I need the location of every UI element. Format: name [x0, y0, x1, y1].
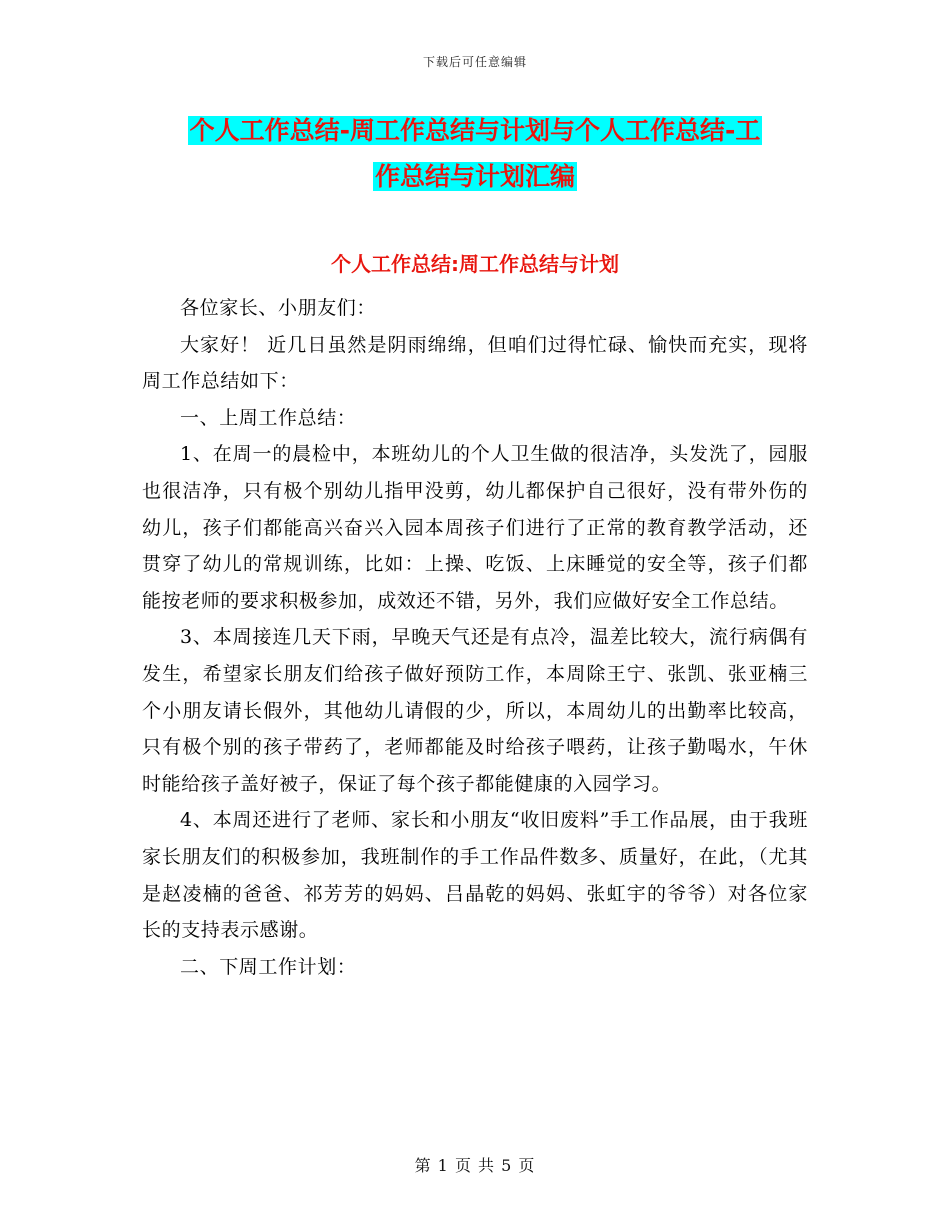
document-title-line-1-text: 个人工作总结-周工作总结与计划与个人工作总结-工	[189, 116, 761, 145]
paragraph-heading-last-week: 一、上周工作总结：	[180, 406, 357, 429]
paragraph-item-4: 4、本周还进行了老师、家长和小朋友“收旧废料”手工作品展，由于我班家长朋友们的积极参加，我班制作的手工作品件数多、质量好，在此，（尤其是赵凌楠的爸爸、祁芳芳的妈妈、吕晶乾的妈妈、张虹宇的爷爷）对各位家长的支持表示感谢。	[142, 809, 808, 942]
header-note: 下载后可任意编辑	[422, 55, 527, 69]
document-body	[142, 290, 808, 985]
paragraph-greeting: 各位家长、小朋友们：	[180, 297, 377, 319]
document-title-line-2	[0, 154, 950, 200]
paragraph-item-3: 3、本周接连几天下雨，早晚天气还是有点冷，温差比较大，流行病偶有发生，希望家长朋友们给孩子做好预防工作，本周除王宁、张凯、张亚楠三个小朋友请长假外，其他幼儿请假的少，所以，本周幼儿的出勤率比较高，只有极个别的孩子带药了，老师都能及时给孩子喂药，让孩子勤喝水，午休时能给孩子盖好被子，保证了每个孩子都能健康的入园学习。	[142, 626, 808, 795]
paragraph-item-1: 1、在周一的晨检中，本班幼儿的个人卫生做的很洁净，头发洗了，园服也很洁净，只有极个别幼儿指甲没剪，幼儿都保护自己很好，没有带外伤的幼儿，孩子们都能高兴奋兴入园本周孩子们进行了正常的教育教学活动，还贯穿了幼儿的常规训练，比如：上操、吃饭、上床睡觉的安全等，孩子们都能按老师的要求积极参加，成效还不错，另外，我们应做好安全工作总结。	[142, 443, 808, 612]
document-title-line-1	[0, 108, 950, 154]
document-title-line-2-text: 作总结与计划汇编	[374, 162, 575, 191]
section-heading: 个人工作总结:周工作总结与计划	[331, 252, 619, 276]
document-title	[0, 108, 950, 200]
page-number-footer: 第 1 页 共 5 页	[414, 1156, 536, 1175]
paragraph-intro: 大家好！ 近几日虽然是阴雨绵绵，但咱们过得忙碌、愉快而充实，现将周工作总结如下：	[142, 333, 808, 393]
paragraph-heading-next-week: 二、下周工作计划：	[180, 955, 357, 978]
